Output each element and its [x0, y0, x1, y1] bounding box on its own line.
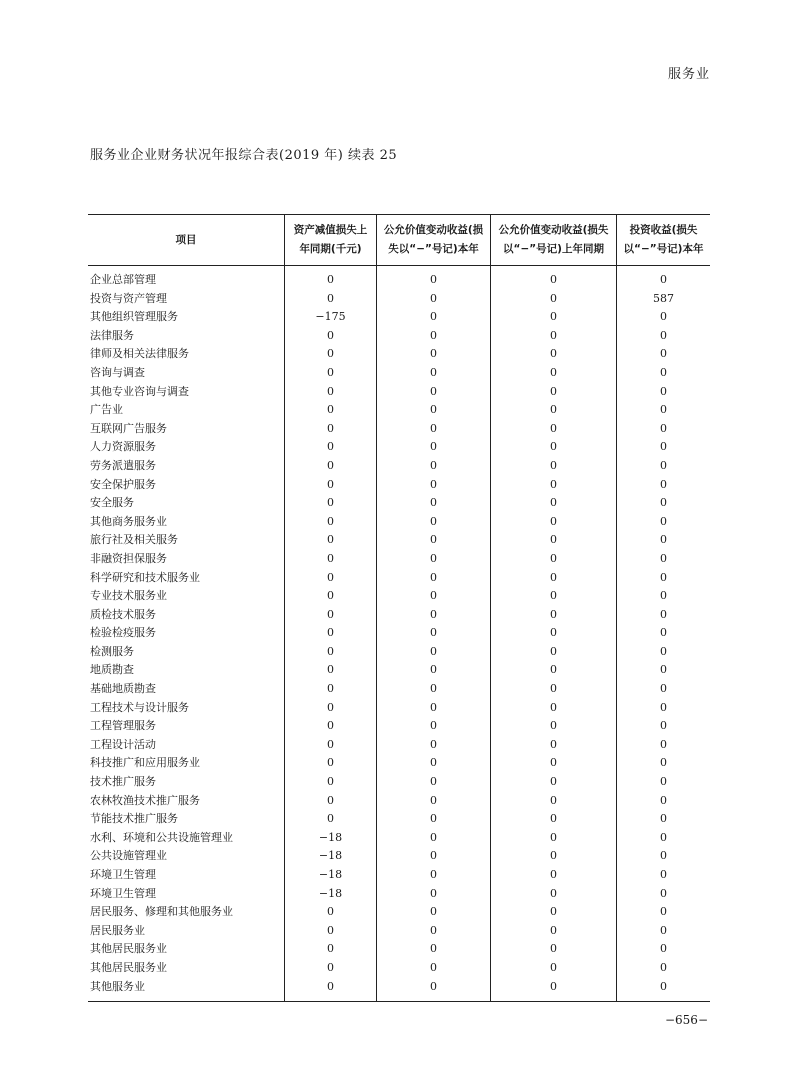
- row-label: 工程管理服务: [90, 719, 156, 733]
- cell-value: 0: [660, 979, 667, 993]
- cell-value: 0: [660, 570, 667, 584]
- cell-value: 0: [430, 719, 437, 733]
- cell-value: 0: [430, 514, 437, 528]
- column-header-fair-value-prior: [490, 215, 616, 265]
- row-label: 互联网广告服务: [90, 421, 167, 435]
- cell-value: 0: [327, 737, 334, 751]
- cell-value: 0: [327, 942, 334, 956]
- row-label: 其他商务服务业: [90, 514, 167, 528]
- cell-value: 0: [550, 533, 557, 547]
- cell-value: 0: [550, 570, 557, 584]
- cell-value: 0: [550, 514, 557, 528]
- cell-value: 0: [660, 626, 667, 640]
- cell-value: 0: [550, 960, 557, 974]
- cell-value: 0: [327, 328, 334, 342]
- row-label: 法律服务: [90, 328, 134, 342]
- cell-value: 0: [430, 644, 437, 658]
- row-label: 居民服务业: [90, 923, 145, 937]
- column-header-label: 项目: [175, 233, 197, 246]
- cell-value: 0: [660, 607, 667, 621]
- cell-value: 0: [327, 347, 334, 361]
- cell-value: 0: [660, 477, 667, 491]
- cell-value: 0: [327, 551, 334, 565]
- cell-value: 0: [660, 328, 667, 342]
- column-header-impairment-prior: [284, 215, 376, 265]
- cell-value: −18: [318, 849, 343, 863]
- cell-value: 0: [430, 458, 437, 472]
- row-label: 居民服务、修理和其他服务业: [90, 905, 233, 919]
- investment-income-column: [616, 266, 710, 1001]
- cell-value: 0: [660, 793, 667, 807]
- cell-value: 0: [327, 440, 334, 454]
- cell-value: 0: [550, 644, 557, 658]
- cell-value: 0: [327, 626, 334, 640]
- cell-value: 0: [430, 942, 437, 956]
- table-header: [88, 215, 710, 266]
- cell-value: 0: [327, 570, 334, 584]
- cell-value: 0: [660, 310, 667, 324]
- cell-value: 0: [660, 886, 667, 900]
- cell-value: 0: [430, 440, 437, 454]
- page-number: −656−: [664, 1013, 708, 1027]
- row-label: 地质勘查: [90, 663, 134, 677]
- cell-value: 0: [327, 273, 334, 286]
- cell-value: 0: [550, 700, 557, 714]
- row-label: 工程技术与设计服务: [90, 700, 189, 714]
- cell-value: 0: [550, 793, 557, 807]
- cell-value: 0: [550, 849, 557, 863]
- cell-value: 0: [430, 775, 437, 789]
- cell-value: 0: [430, 533, 437, 547]
- cell-value: 0: [327, 923, 334, 937]
- cell-value: 0: [327, 514, 334, 528]
- cell-value: 587: [653, 291, 674, 305]
- row-label: 其他服务业: [90, 979, 145, 993]
- column-header-item: [88, 215, 284, 265]
- cell-value: 0: [327, 403, 334, 417]
- column-header-label: 公允价值变动收益(损 失以“−”号记)本年: [383, 224, 484, 255]
- cell-value: 0: [550, 328, 557, 342]
- cell-value: 0: [327, 589, 334, 603]
- cell-value: 0: [660, 756, 667, 770]
- cell-value: 0: [660, 737, 667, 751]
- row-label: 检验检疫服务: [90, 626, 156, 640]
- cell-value: 0: [550, 589, 557, 603]
- cell-value: 0: [550, 979, 557, 993]
- cell-value: 0: [327, 793, 334, 807]
- row-label: 科学研究和技术服务业: [90, 570, 200, 584]
- row-label: 工程设计活动: [90, 737, 156, 751]
- cell-value: 0: [430, 886, 437, 900]
- cell-value: 0: [430, 496, 437, 510]
- cell-value: 0: [660, 384, 667, 398]
- cell-value: 0: [550, 458, 557, 472]
- cell-value: 0: [660, 868, 667, 881]
- cell-value: 0: [327, 458, 334, 472]
- cell-value: 0: [430, 421, 437, 435]
- cell-value: 0: [660, 849, 667, 863]
- cell-value: 0: [660, 644, 667, 658]
- fair-value-current-column: [376, 266, 490, 1001]
- fair-value-prior-column: [490, 266, 616, 1001]
- cell-value: 0: [430, 979, 437, 993]
- cell-value: 0: [550, 830, 557, 844]
- cell-value: 0: [660, 923, 667, 937]
- cell-value: 0: [550, 607, 557, 621]
- cell-value: −18: [318, 830, 343, 844]
- cell-value: 0: [550, 756, 557, 770]
- cell-value: −18: [318, 886, 343, 900]
- row-label: 其他居民服务业: [90, 960, 167, 974]
- table-body: [88, 266, 710, 1001]
- row-label: 科技推广和应用服务业: [90, 756, 200, 770]
- cell-value: 0: [550, 440, 557, 454]
- cell-value: 0: [660, 365, 667, 379]
- cell-value: 0: [660, 273, 667, 286]
- cell-value: 0: [550, 551, 557, 565]
- row-label: 企业总部管理: [90, 273, 156, 286]
- cell-value: 0: [430, 273, 437, 286]
- row-label: 安全保护服务: [90, 477, 156, 491]
- cell-value: 0: [660, 905, 667, 919]
- data-table: [88, 214, 710, 1002]
- row-label: 环境卫生管理: [90, 886, 156, 900]
- cell-value: 0: [660, 700, 667, 714]
- row-label: 非融资担保服务: [90, 551, 167, 565]
- cell-value: 0: [327, 682, 334, 696]
- impairment-prior-column: [284, 266, 376, 1001]
- row-label: 节能技术推广服务: [90, 812, 178, 826]
- cell-value: 0: [660, 440, 667, 454]
- cell-value: 0: [660, 663, 667, 677]
- cell-value: 0: [327, 775, 334, 789]
- cell-value: 0: [430, 328, 437, 342]
- cell-value: 0: [327, 700, 334, 714]
- cell-value: 0: [660, 719, 667, 733]
- cell-value: 0: [660, 960, 667, 974]
- cell-value: 0: [430, 291, 437, 305]
- column-header-label: 公允价值变动收益(损失 以“−”号记)上年同期: [498, 224, 609, 255]
- cell-value: 0: [430, 477, 437, 491]
- cell-value: 0: [327, 365, 334, 379]
- cell-value: 0: [327, 477, 334, 491]
- cell-value: 0: [660, 589, 667, 603]
- cell-value: 0: [327, 905, 334, 919]
- cell-value: 0: [430, 923, 437, 937]
- cell-value: 0: [660, 942, 667, 956]
- cell-value: 0: [327, 533, 334, 547]
- cell-value: 0: [550, 384, 557, 398]
- cell-value: 0: [430, 849, 437, 863]
- cell-value: 0: [430, 663, 437, 677]
- row-label: 质检技术服务: [90, 607, 156, 621]
- cell-value: 0: [430, 551, 437, 565]
- cell-value: 0: [327, 607, 334, 621]
- cell-value: −18: [318, 868, 343, 881]
- cell-value: 0: [550, 365, 557, 379]
- cell-value: 0: [550, 273, 557, 286]
- column-header-fair-value-current: [376, 215, 490, 265]
- cell-value: 0: [430, 812, 437, 826]
- row-label: 水利、环境和公共设施管理业: [90, 830, 233, 844]
- cell-value: 0: [430, 365, 437, 379]
- row-label: 投资与资产管理: [90, 291, 167, 305]
- table-title: 服务业企业财务状况年报综合表(2019 年) 续表 25: [90, 148, 398, 163]
- cell-value: 0: [430, 793, 437, 807]
- cell-value: 0: [660, 830, 667, 844]
- cell-value: 0: [660, 551, 667, 565]
- cell-value: 0: [430, 310, 437, 324]
- cell-value: 0: [550, 496, 557, 510]
- row-label: 环境卫生管理: [90, 868, 156, 881]
- row-label: 劳务派遣服务: [90, 458, 156, 472]
- cell-value: 0: [327, 644, 334, 658]
- cell-value: 0: [550, 403, 557, 417]
- cell-value: 0: [550, 682, 557, 696]
- cell-value: 0: [550, 812, 557, 826]
- row-label: 律师及相关法律服务: [90, 347, 189, 361]
- row-label: 咨询与调查: [90, 365, 145, 379]
- row-label: 基础地质勘查: [90, 682, 156, 696]
- cell-value: 0: [430, 403, 437, 417]
- cell-value: 0: [660, 458, 667, 472]
- row-label: 公共设施管理业: [90, 849, 167, 863]
- cell-value: 0: [550, 310, 557, 324]
- cell-value: 0: [430, 737, 437, 751]
- cell-value: 0: [550, 626, 557, 640]
- row-label: 检测服务: [90, 644, 134, 658]
- cell-value: 0: [660, 421, 667, 435]
- cell-value: 0: [550, 775, 557, 789]
- cell-value: 0: [550, 421, 557, 435]
- cell-value: 0: [660, 812, 667, 826]
- cell-value: 0: [550, 942, 557, 956]
- cell-value: 0: [660, 347, 667, 361]
- row-label: 农林牧渔技术推广服务: [90, 793, 200, 807]
- cell-value: 0: [660, 682, 667, 696]
- cell-value: 0: [327, 960, 334, 974]
- cell-value: 0: [327, 291, 334, 305]
- cell-value: 0: [327, 719, 334, 733]
- cell-value: 0: [430, 682, 437, 696]
- cell-value: 0: [550, 905, 557, 919]
- cell-value: 0: [430, 905, 437, 919]
- cell-value: 0: [550, 477, 557, 491]
- row-label: 其他专业咨询与调查: [90, 384, 189, 398]
- cell-value: 0: [327, 979, 334, 993]
- cell-value: 0: [430, 570, 437, 584]
- cell-value: 0: [550, 291, 557, 305]
- cell-value: −175: [315, 310, 346, 324]
- cell-value: 0: [660, 533, 667, 547]
- cell-value: 0: [550, 719, 557, 733]
- cell-value: 0: [550, 923, 557, 937]
- row-label: 技术推广服务: [90, 775, 156, 789]
- cell-value: 0: [660, 514, 667, 528]
- cell-value: 0: [550, 663, 557, 677]
- cell-value: 0: [550, 347, 557, 361]
- row-label: 安全服务: [90, 496, 134, 510]
- cell-value: 0: [327, 812, 334, 826]
- cell-value: 0: [430, 868, 437, 881]
- cell-value: 0: [327, 384, 334, 398]
- row-label: 广告业: [90, 403, 123, 417]
- row-label: 其他居民服务业: [90, 942, 167, 956]
- cell-value: 0: [550, 868, 557, 881]
- cell-value: 0: [430, 700, 437, 714]
- cell-value: 0: [550, 737, 557, 751]
- cell-value: 0: [327, 756, 334, 770]
- column-header-label: 投资收益(损失 以“−”号记)本年: [623, 224, 704, 255]
- cell-value: 0: [430, 589, 437, 603]
- cell-value: 0: [327, 663, 334, 677]
- item-name-column: [88, 266, 284, 1001]
- cell-value: 0: [660, 775, 667, 789]
- cell-value: 0: [660, 403, 667, 417]
- cell-value: 0: [550, 886, 557, 900]
- cell-value: 0: [327, 496, 334, 510]
- row-label: 其他组织管理服务: [90, 310, 178, 324]
- cell-value: 0: [430, 960, 437, 974]
- cell-value: 0: [430, 830, 437, 844]
- row-label: 旅行社及相关服务: [90, 533, 178, 547]
- cell-value: 0: [430, 626, 437, 640]
- row-label: 专业技术服务业: [90, 589, 167, 603]
- cell-value: 0: [660, 496, 667, 510]
- cell-value: 0: [327, 421, 334, 435]
- cell-value: 0: [430, 607, 437, 621]
- cell-value: 0: [430, 756, 437, 770]
- cell-value: 0: [430, 384, 437, 398]
- cell-value: 0: [430, 347, 437, 361]
- row-label: 人力资源服务: [90, 440, 156, 454]
- section-header: 服务业: [667, 67, 710, 82]
- column-header-label: 资产减值损失上 年同期(千元): [293, 224, 368, 255]
- column-header-investment-income: [616, 215, 710, 265]
